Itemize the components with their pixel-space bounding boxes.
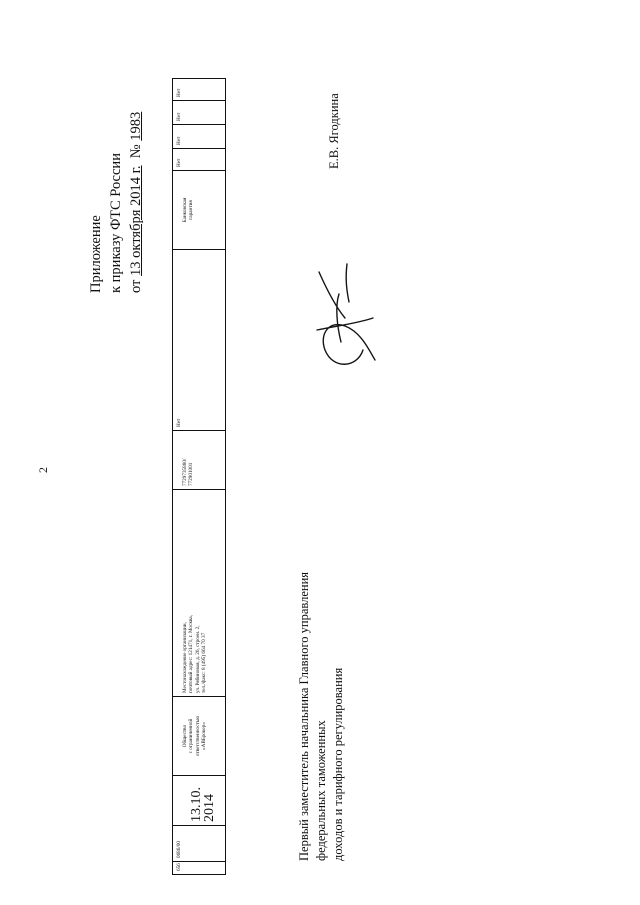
signer-position-line1: Первый заместитель начальника Главного управления bbox=[297, 571, 311, 861]
cell-col10 bbox=[173, 100, 225, 124]
cell-security-value: Банковская гарантия bbox=[182, 197, 195, 223]
annex-header bbox=[86, 33, 146, 293]
cell-index-value: 656 bbox=[176, 863, 182, 871]
handwritten-signature bbox=[305, 255, 385, 390]
cell-col10-value: Нет bbox=[176, 112, 182, 121]
cell-reg-number-value: 0686/00 bbox=[176, 840, 182, 858]
cell-date bbox=[173, 775, 225, 825]
cell-col8 bbox=[173, 148, 225, 170]
cell-date-value: 13.10. 2014 bbox=[189, 787, 217, 822]
cell-inn-kpp bbox=[173, 430, 225, 489]
register-table bbox=[172, 78, 226, 875]
cell-organization-value: Общество с ограниченной ответственностью «АВБрокер» bbox=[182, 715, 207, 757]
cell-branches-value: Нет bbox=[176, 418, 182, 427]
annex-number: 1983 bbox=[128, 111, 144, 141]
cell-col8-value: Нет bbox=[176, 158, 182, 167]
cell-address bbox=[173, 489, 225, 696]
annex-order-ref: к приказу ФТС России bbox=[108, 153, 124, 293]
cell-index bbox=[173, 861, 225, 874]
cell-address-value: Местонахождение организации, почтовый адрес: 121471, г. Москва, ул. Рябиновая, д. 26, строен. 2, тел./факс: 8 (495) 664 70 37 bbox=[182, 615, 207, 693]
signer-position-line2: федеральных таможенных bbox=[314, 720, 328, 861]
cell-col9 bbox=[173, 124, 225, 148]
annex-date-number bbox=[126, 33, 146, 293]
cell-organization bbox=[173, 696, 225, 775]
cell-col11 bbox=[173, 77, 225, 100]
cell-branches bbox=[173, 249, 225, 430]
cell-security bbox=[173, 170, 225, 249]
annex-date-prefix: от bbox=[128, 275, 144, 293]
signer-position bbox=[296, 501, 347, 861]
cell-inn-kpp-value: 7729735880/ 772901001 bbox=[182, 458, 195, 486]
annex-number-prefix: № bbox=[128, 140, 144, 166]
signer-name: Е.В. Ягодкина bbox=[327, 93, 341, 169]
cell-col11-value: Нет bbox=[176, 88, 182, 97]
page-number: 2 bbox=[36, 467, 50, 473]
cell-reg-number bbox=[173, 825, 225, 861]
signer-position-line3: доходов и тарифного регулирования bbox=[331, 667, 345, 861]
cell-col9-value: Нет bbox=[176, 136, 182, 145]
annex-title: Приложение bbox=[88, 215, 104, 293]
annex-date: 13 октября 2014 г. bbox=[128, 165, 144, 276]
